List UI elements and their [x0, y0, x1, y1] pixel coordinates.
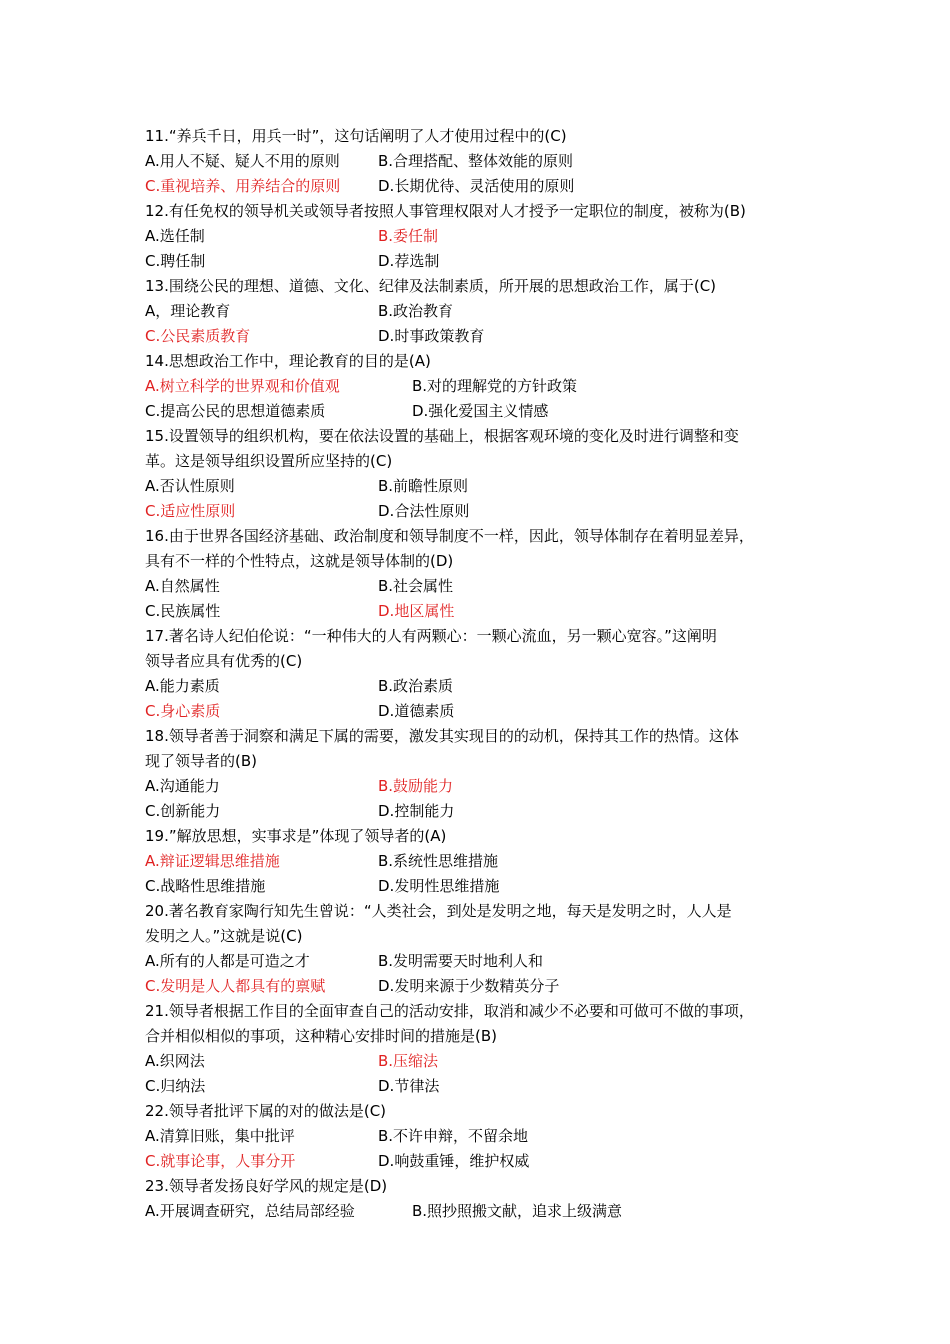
option-d: D.长期优待、灵活使用的原则	[378, 177, 575, 195]
option-d: D.发明性思维措施	[378, 877, 500, 895]
option-b: B.对的理解党的方针政策	[412, 377, 578, 395]
option-d: D.荐选制	[378, 252, 440, 270]
option-a: A.沟通能力	[145, 777, 220, 795]
question-stem: 13.围绕公民的理想、道德、文化、纪律及法制素质，所开展的思想政治工作，属于(C)	[145, 277, 717, 295]
option-b: B.系统性思维措施	[378, 852, 499, 870]
question-stem-line-2: 具有不一样的个性特点，这就是领导体制的(D)	[145, 552, 454, 570]
option-c: C.创新能力	[145, 802, 221, 820]
option-c-correct: C.就事论事，人事分开	[145, 1152, 296, 1170]
option-c-correct: C.重视培养、用养结合的原则	[145, 177, 341, 195]
document-page	[145, 124, 825, 1224]
option-d: D.时事政策教育	[378, 327, 485, 345]
question-stem-line-1: 15.设置领导的组织机构，要在依法设置的基础上，根据客观环境的变化及时进行调整和变	[145, 427, 739, 445]
option-d: D.控制能力	[378, 802, 455, 820]
option-a: A.能力素质	[145, 677, 220, 695]
option-d: D.合法性原则	[378, 502, 470, 520]
option-d-correct: D.地区属性	[378, 602, 455, 620]
option-row	[145, 399, 825, 424]
option-c-correct: C.公民素质教育	[145, 327, 251, 345]
option-b: B.不许申辩，不留余地	[378, 1127, 529, 1145]
option-row	[145, 974, 825, 999]
option-row	[145, 249, 825, 274]
option-a: A.否认性原则	[145, 477, 235, 495]
question-stem: 11.“养兵千日，用兵一时”，这句话阐明了人才使用过程中的(C)	[145, 127, 567, 145]
question-stem-line-1: 20.著名教育家陶行知先生曾说：“人类社会，到处是发明之地，每天是发明之时，人人是	[145, 902, 732, 920]
option-d: D.道德素质	[378, 702, 455, 720]
option-a-correct: A.辩证逻辑思维措施	[145, 852, 280, 870]
option-a: A.清算旧账，集中批评	[145, 1127, 295, 1145]
option-d: D.响鼓重锤，维护权威	[378, 1152, 530, 1170]
option-b-correct: B.鼓励能力	[378, 777, 454, 795]
question-stem: 14.思想政治工作中，理论教育的目的是(A)	[145, 352, 431, 370]
option-a: A.选任制	[145, 227, 205, 245]
option-b: B.合理搭配、整体效能的原则	[378, 152, 574, 170]
question-stem-line-2: 发明之人。”这就是说(C)	[145, 927, 303, 945]
question-stem-line-2: 合并相似相似的事项，这种精心安排时间的措施是(B)	[145, 1027, 497, 1045]
option-row	[145, 874, 825, 899]
question-stem-line-1: 16.由于世界各国经济基础、政治制度和领导制度不一样，因此，领导体制存在着明显差异，	[145, 527, 754, 545]
option-row	[145, 149, 825, 174]
option-b: B.前瞻性原则	[378, 477, 469, 495]
question-stem: 12.有任免权的领导机关或领导者按照人事管理权限对人才授予一定职位的制度，被称为(B)	[145, 202, 746, 220]
option-b: B.政治素质	[378, 677, 454, 695]
option-c: C.归纳法	[145, 1077, 206, 1095]
option-row	[145, 849, 825, 874]
option-row	[145, 174, 825, 199]
option-row	[145, 474, 825, 499]
option-b: B.社会属性	[378, 577, 454, 595]
option-c: C.民族属性	[145, 602, 221, 620]
option-row	[145, 599, 825, 624]
option-d: D.发明来源于少数精英分子	[378, 977, 560, 995]
question-stem-line-2: 革。这是领导组织设置所应坚持的(C)	[145, 452, 393, 470]
option-row	[145, 674, 825, 699]
option-b-correct: B.委任制	[378, 227, 439, 245]
option-row	[145, 1149, 825, 1174]
option-c-correct: C.发明是人人都具有的禀赋	[145, 977, 326, 995]
option-a: A.织网法	[145, 1052, 205, 1070]
question-stem-line-2: 现了领导者的(B)	[145, 752, 257, 770]
option-row	[145, 774, 825, 799]
option-a: A.所有的人都是可造之才	[145, 952, 310, 970]
option-b: B.发明需要天时地利人和	[378, 952, 544, 970]
question-stem-line-1: 18.领导者善于洞察和满足下属的需要，激发其实现目的的动机，保持其工作的热情。这体	[145, 727, 739, 745]
option-row	[145, 949, 825, 974]
option-a: A.用人不疑、疑人不用的原则	[145, 152, 340, 170]
option-row	[145, 499, 825, 524]
question-stem-line-1: 21.领导者根据工作目的全面审查自己的活动安排，取消和减少不必要和可做可不做的事项，	[145, 1002, 754, 1020]
option-a: A，理论教育	[145, 302, 231, 320]
option-b: B.照抄照搬文献，追求上级满意	[412, 1202, 623, 1220]
option-d: D.节律法	[378, 1077, 440, 1095]
option-row	[145, 1074, 825, 1099]
question-stem-line-2: 领导者应具有优秀的(C)	[145, 652, 303, 670]
option-a: A.自然属性	[145, 577, 220, 595]
option-row	[145, 574, 825, 599]
option-row	[145, 224, 825, 249]
option-row	[145, 299, 825, 324]
option-b: B.政治教育	[378, 302, 454, 320]
option-row	[145, 1049, 825, 1074]
option-row	[145, 799, 825, 824]
question-stem: 23.领导者发扬良好学风的规定是(D)	[145, 1177, 388, 1195]
option-row	[145, 324, 825, 349]
option-c: C.提高公民的思想道德素质	[145, 402, 326, 420]
option-c: C.战略性思维措施	[145, 877, 266, 895]
option-row	[145, 699, 825, 724]
question-stem: 22.领导者批评下属的对的做法是(C)	[145, 1102, 387, 1120]
question-stem: 19.”解放思想，实事求是”体现了领导者的(A)	[145, 827, 447, 845]
option-c-correct: C.身心素质	[145, 702, 221, 720]
option-b-correct: B.压缩法	[378, 1052, 439, 1070]
option-c: C.聘任制	[145, 252, 206, 270]
option-c-correct: C.适应性原则	[145, 502, 236, 520]
option-a: A.开展调查研究，总结局部经验	[145, 1202, 355, 1220]
option-d: D.强化爱国主义情感	[412, 402, 549, 420]
option-a-correct: A.树立科学的世界观和价值观	[145, 377, 340, 395]
option-row	[145, 374, 825, 399]
option-row	[145, 1199, 825, 1224]
question-stem-line-1: 17.著名诗人纪伯伦说：“一种伟大的人有两颗心：一颗心流血，另一颗心宽容。”这阐明	[145, 627, 717, 645]
option-row	[145, 1124, 825, 1149]
